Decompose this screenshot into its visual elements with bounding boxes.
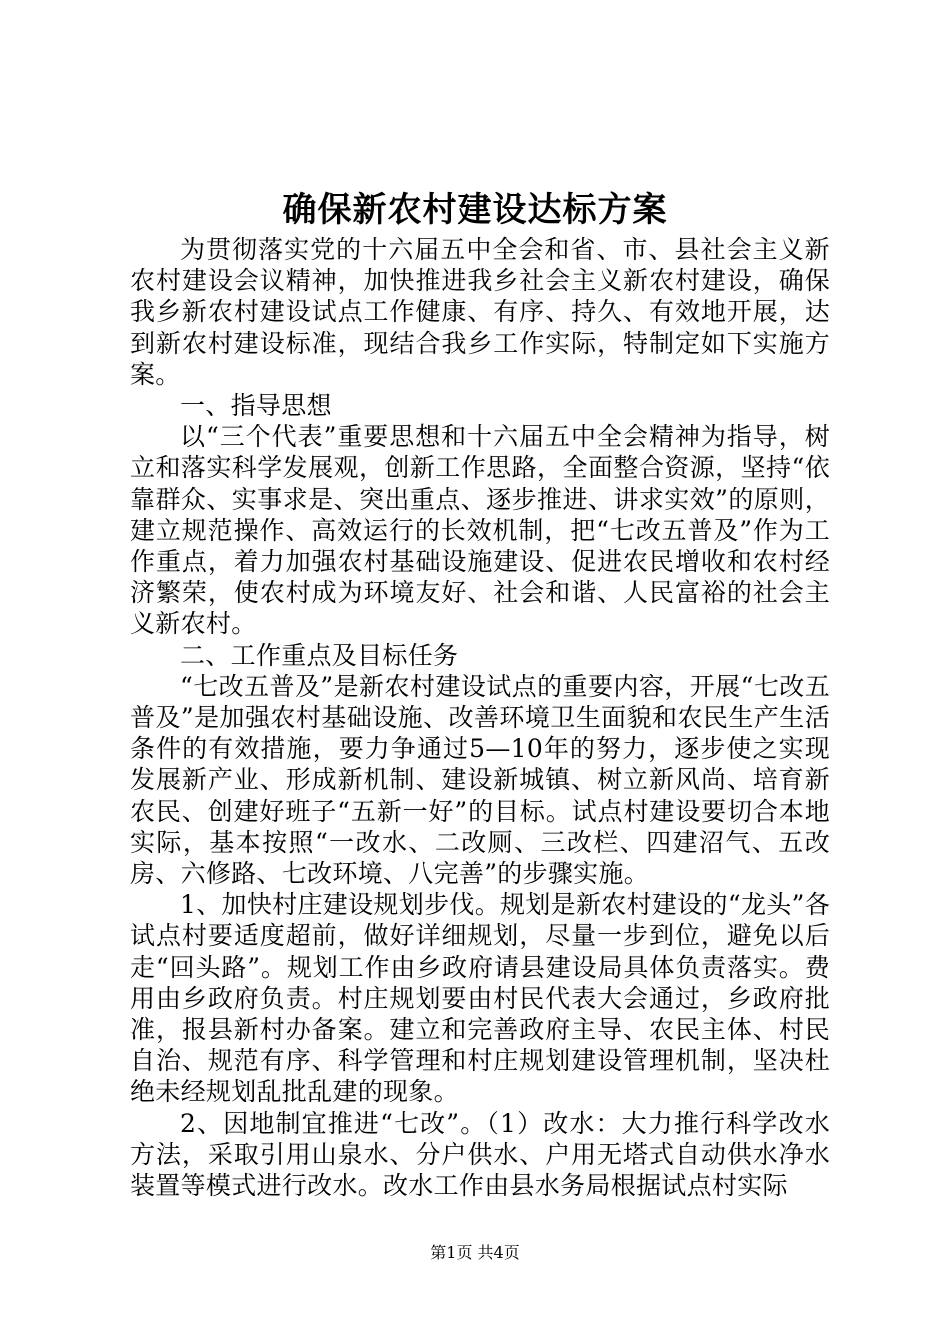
section-heading-guiding-ideology: 一、指导思想 [180, 391, 332, 421]
paragraph-key-tasks: “七改五普及”是新农村建设试点的重要内容，开展“七改五普及”是加强农村基础设施、改善环境卫生面貌和农民生产生活条件的有效措施，要力争通过5—10年的努力，逐步使之实现发展新产业、形成新机制、建设新城镇、树立新风尚、培育新农民、创建好班子“五新一好”的目标。试点村建设要切合本地实际，基本按照“一改水、二改厕、三改栏、四建沼气、五改房、六修路、七改环境、八完善”的步骤实施。 [130, 671, 830, 889]
paragraph-guiding-ideology: 以“三个代表”重要思想和十六届五中全会精神为指导，树立和落实科学发展观，创新工作思路，全面整合资源，坚持“依靠群众、实事求是、突出重点、逐步推进、讲求实效”的原则，建立规范操作、高效运行的长效机制，把“七改五普及”作为工作重点，着力加强农村基础设施建设、促进农民增收和农村经济繁荣，使农村成为环境友好、社会和谐、人民富裕的社会主义新农村。 [130, 422, 830, 639]
document-title: 确保新农村建设达标方案 [282, 190, 668, 230]
paragraph-planning: 1、加快村庄建设规划步伐。规划是新农村建设的“龙头”各试点村要适度超前，做好详细规划，尽量一步到位，避免以后走“回头路”。规划工作由乡政府请县建设局具体负责落实。费用由乡政府负责。村庄规划要由村民代表大会通过，乡政府批准，报县新村办备案。建立和完善政府主导、农民主体、村民自治、规范有序、科学管理和村庄规划建设管理机制，坚决杜绝未经规划乱批乱建的现象。 [130, 890, 830, 1107]
page-number-footer: 第1页 共4页 [430, 1243, 520, 1262]
document-body [130, 234, 830, 1201]
section-heading-key-tasks: 二、工作重点及目标任务 [180, 640, 459, 670]
paragraph-seven-reforms: 2、因地制宜推进“七改”。（1）改水：大力推行科学改水方法，采取引用山泉水、分户供水、户用无塔式自动供水净水装置等模式进行改水。改水工作由县水务局根据试点村实际 [130, 1108, 830, 1201]
paragraph-intro: 为贯彻落实党的十六届五中全会和省、市、县社会主义新农村建设会议精神，加快推进我乡社会主义新农村建设，确保我乡新农村建设试点工作健康、有序、持久、有效地开展，达到新农村建设标准，现结合我乡工作实际，特制定如下实施方案。 [130, 235, 830, 389]
